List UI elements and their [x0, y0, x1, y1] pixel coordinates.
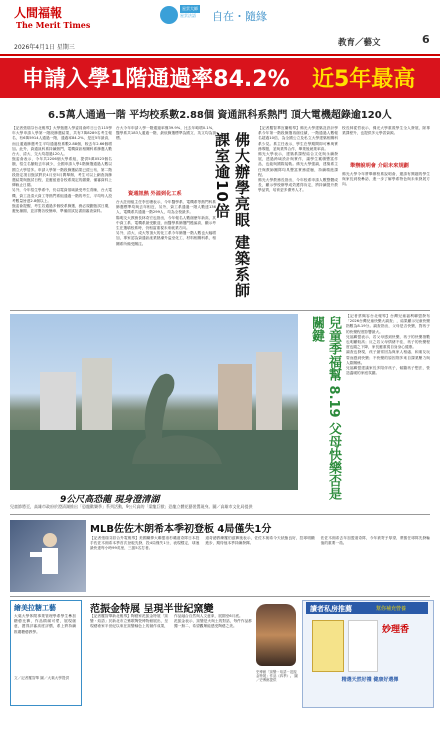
ad-subtitle: 幫你補充營養	[376, 606, 407, 612]
article5-p2: 道奇總教練羅伯茲賽後表示，佐佐木朗希今天狀態良好，控球明顯進步，期待他本季持續發揮。	[205, 536, 315, 546]
subheadline: 6.5萬人通過一階 平均校系數2.88個 資通訊科系熱門 頂大電機超錄逾120人	[48, 110, 392, 121]
article6-caption-text: 史博館「窯變・焰語－范振金特展」作品《四季》。	[256, 670, 297, 679]
divider	[10, 596, 430, 597]
article4-body	[346, 314, 430, 510]
photo1-credit-text: 兒童節將至，高雄市政府於澄清湖推出「恐龍歡樂季」系列活動，9公尺高的「梁龍巨獸」恐龍立體花藝裝置現身。	[10, 504, 213, 509]
divider	[10, 514, 430, 515]
article5-p3: 佐佐木朗希去年加盟道奇隊，今年被寄予厚望，將擔任球隊先發輪值的重要一員。	[320, 536, 430, 546]
ad-product-name: 妙理香	[382, 625, 410, 635]
slogan-tag: 星雲大師	[182, 6, 198, 11]
article3-body	[342, 172, 430, 306]
article1-col2a	[116, 126, 216, 184]
article5-title: MLB佐佐木朗希本季初登板 4局僅失1分	[90, 524, 272, 535]
ad-product-bottle	[348, 620, 378, 672]
photo1-credit	[10, 504, 298, 514]
vertical-headline-2: 兒童季福幫 8.19 父母快樂否是關鍵	[309, 316, 341, 501]
article2-body	[258, 126, 338, 306]
article2-p1: 【記者羅智華宜蘭報導】佛光大學建築及設計學系今年第一階段篩選再創佳績，一階通過人數報名超過10倍，為全國公立及私立大學建築相關科系少見。系主任表示，學生在學期間即可參與實務專題，並與業界合作，畢業後就業率高。	[258, 126, 338, 151]
headline-main: 申請入學1階通過率84.2%	[22, 67, 290, 92]
slogan-badge-icon	[160, 6, 178, 24]
dinosaur-photo	[10, 314, 298, 490]
article1-p4: 甄委會提醒，考生若通過多個校系篩選，務必規劃甄試日期，避免撞期，並詳閱各校簡章，準備面試及書面審查資料。	[12, 204, 112, 214]
article6-title: 范振金特展 呈現半世紀窯變	[90, 604, 214, 615]
article3-top	[342, 126, 430, 160]
article1-p8: 另外，清大、成大等頂大的化工系今年篩選一階人數也大幅增加，專家認為資通訊產業熱潮外溢至化工、材料相關科系，相關系所備受關注。	[116, 231, 216, 246]
slogan-tag2: 星雲法語	[180, 13, 196, 18]
sidebar-credit: 文／記者羅智華 圖／大葉大學提供	[14, 676, 70, 680]
article1-p1: 【記者張瑞芬台北報導】大學甄選入學委員會昨日公告115學年大學申請入學第一階段篩選結果，共有7萬8289名考生報名，有6萬5914人通過一階，通過率84.2%，是近5年最高，而且通過篩選考生平均通過校系數2.88個，較去年2.66個增加。此外，資通訊科系持續熱門，電機資訊相關科系篩選人數台大、清大、交大均超過120人。	[12, 126, 112, 157]
article3-p2: 佛光大學今年將舉辦校系說明會，邀請有興趣的學生與家長到校參訪，進一步了解學系特色與未來發展方向。	[342, 172, 430, 187]
ad-text: 精選天然好禮 健康好選擇	[341, 677, 399, 683]
article1-p3: 另外，今年招生學系中，仍以電資領域最受考生青睞，台大電機、資工及清大資工等熱門系組通過一階的考生，平均每人投考數量皆達2.8個以上。	[12, 188, 112, 203]
pottery-photo	[256, 604, 296, 666]
photo1-credit-source: 圖／高雄市文化局提供	[212, 504, 253, 509]
newspaper-logo: 人間福報	[14, 6, 63, 20]
article4-p3: 調查也發現，孩子最常因為與家人相處、和朋友玩耍而感到快樂；不快樂的原因則多來自課業壓力與人際關係。	[346, 350, 430, 365]
pitcher-icon	[10, 520, 86, 592]
article6-credit: 圖／史博館提供	[256, 674, 298, 683]
building-shape	[82, 358, 112, 430]
article6-p1: 【記者羅智華新北報導】陶藝家范振金特展「窯變・焰語」於新北市立鶯歌陶瓷博物館展出，呈現藝術家半世紀以來在窯變釉色上的創作成果，作品融合自然與人文意象，展期至6月底。	[90, 614, 243, 629]
page-number: 6	[422, 33, 430, 46]
sidebar-text: 大葉大學休閒事業管理學系學生參加糖藝比賽，作品精緻可愛，展現創意，獲得評審高度評價，系上將持續推廣糖藝教學。	[14, 614, 76, 634]
article6-body	[90, 614, 252, 706]
article4-p4: 兒福聯盟建議家長多陪伴孩子，傾聽孩子想法，營造溫暖的家庭氛圍。	[346, 366, 430, 376]
article1-section-head: 資通訊熱 外溢到化工系	[128, 191, 182, 197]
divider	[10, 310, 430, 311]
newspaper-logo-en: The Merit Times	[16, 20, 91, 30]
article1-p7: 陽明交大教務長林奇宏也指出，今年報名人數創歷年新高，其中資工系、電機系最受歡迎，而醫學系篩選門檻偏高，顯示考生在選填校系時，仍相當重視未來就業方向。	[116, 215, 216, 231]
article3-p1: 校長林從哲表示，佛光大學重視學生全人發展，除專業課程外，也提供多元學習資源。	[342, 126, 430, 136]
photo1-caption: 9公尺高恐龍 現身澄清湖	[60, 495, 160, 505]
article1-p2: 甄委會表示，今年共2206個大學系組，提供5萬0523個名額，招生名額較去年減少，全國申請入學1階篩選通過人數以國立大學居多。申請入學第一階段篩選結果已經公布，第二階段指定項目甄試將於4月至5月間舉辦，考生可以上網查詢篩選結果與甄試日程，並應留意各校系規定的繳費、備審資料上傳截止日期。	[12, 157, 112, 188]
building-shape	[256, 352, 282, 430]
building-shape	[40, 372, 76, 430]
article3-section-head: 舉辦說明會 介紹未來規劃	[350, 163, 409, 169]
header-rule	[0, 54, 440, 56]
dinosaur-sculpture-icon	[120, 368, 230, 468]
article2-p3: 佛光大學教務長指出，今年校系申請人數整體成長，顯示學校辦學成效獲得肯定，將持續提升教學品質，培育更多優秀人才。	[258, 178, 338, 193]
article6-p2: 范振金表示，窯變是火與土的對話，每件作品都獨一無二，希望觀眾能感受陶藝之美。	[174, 619, 252, 629]
article4-p2: 兒福聯盟表示，若父母感到快樂，孩子的快樂指數也明顯較高；反之若父母情緒不佳，孩子的快樂程度也隨之下降，家長應重視自身身心健康。	[346, 334, 430, 350]
article1-p5: 台大今年申請入學一階通過率僅39.9%，比去年略增0.1%，醫學系共183人通過一階，最低篩選標準為國文、英文均為頂標。	[116, 126, 216, 141]
vertical-headline-1: 佛大辦學亮眼 建築系師課室逾10倍	[213, 132, 251, 299]
sidebar-title: 繪美拉糖工藝	[14, 604, 56, 612]
issue-date: 2026年4月1日 星期三	[14, 44, 75, 51]
article4-p1: 【記者蔡佩容台北報導】台灣兒童福利聯盟發布「2026台灣兒童快樂大調查」，結果顯示兒童快樂指數為8.19分。調查指出，父母是否快樂，對孩子的快樂程度影響最大。	[346, 314, 430, 334]
article1-p6: 台大註冊組主任李岳聰表示，今年醫學系、電機系等熱門科系篩選標準均與去年相近，另外，資工系通過一階人數達136人，電機系共通過一階299人，均為全校最多。	[116, 200, 216, 215]
ad-title: 讀者私房推薦	[310, 605, 352, 613]
slogan-text: 自在・隨緣	[212, 10, 267, 23]
ad-product-box	[312, 620, 344, 672]
article5-p1: 【記者張瑞芬綜合外電報導】美國職棒大聯盟洛杉磯道奇隊日本投手佐佐木朗希本季首次登板先發，投4局僅失1分，表現穩定，球速最快達每小時99英里，三振5名打者。	[90, 536, 200, 551]
baseball-photo	[10, 520, 86, 592]
article5-body	[90, 536, 430, 592]
headline-highlight: 近5年最高	[312, 67, 416, 92]
section-label: 教育／藝文	[338, 38, 381, 48]
article1-col2b	[116, 200, 216, 306]
article1-col1	[12, 126, 112, 306]
article2-p2: 佛光大學表示，建築系課程結合文化與永續發展，透過跨域設計與實作，讓學生累積豐富作品，也能與國際接軌。佛光大學強調，建築系主任與教師團隊均具豐富實務經驗，持續精進課程。	[258, 152, 338, 177]
article6-caption	[256, 670, 298, 683]
